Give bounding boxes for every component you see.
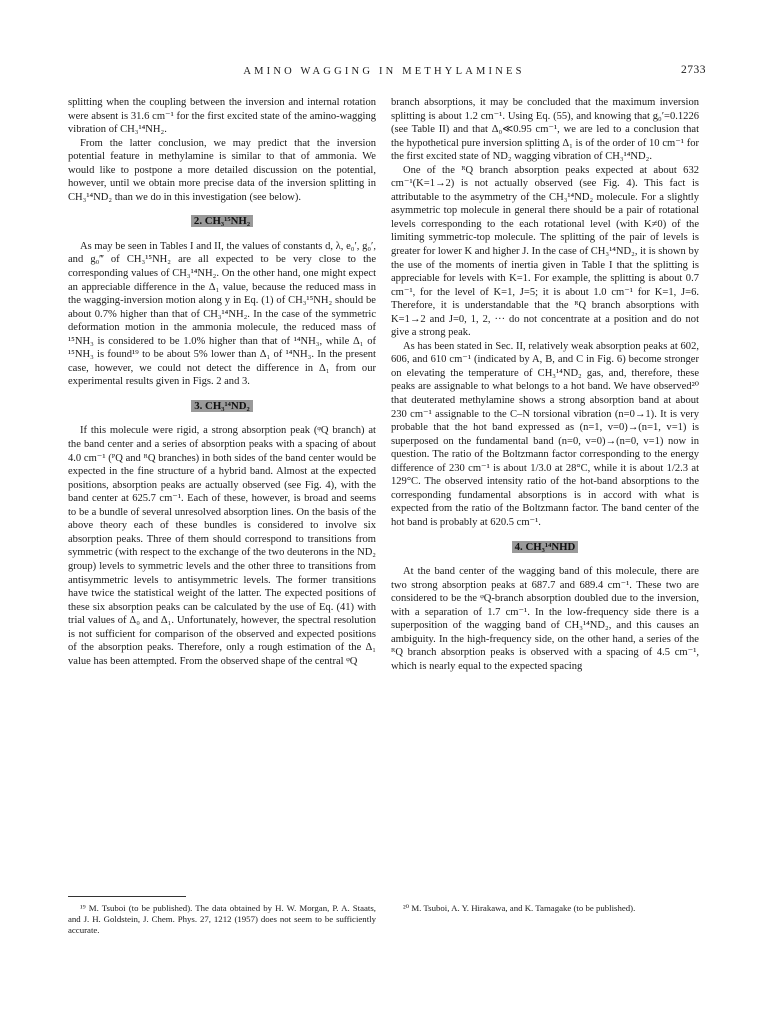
left-paragraph-1: splitting when the coupling between the inversion and internal rotation were absent is 31.6 cm⁻¹ for the first excited state of the amino-wagging vibration of CH₃¹⁴NH₂. (68, 97, 376, 136)
right-paragraph-4: At the band center of the wagging band of this molecule, there are two strong absorption peaks at 687.7 and 689.4 cm⁻¹. These two are considered to be the ᵠQ-branch absorption doubled due to the inversion, with a separation of 1.7 cm⁻¹. In the low-frequency side there is a superposition of the wagging band of CH₃¹⁴ND₂, and this causes an ambiguity. In the high-frequency side, on the other hand, a series of the ᴿQ branch absorption peaks is observed with a spacing of 4.5 cm⁻¹, which is nearly equal to the expected spacing (391, 566, 699, 672)
section-heading-2 (68, 215, 376, 229)
footnote-19: ¹⁹ M. Tsuboi (to be published). The data obtained by H. W. Morgan, P. A. Staats, and J. H. Goldstein, J. Chem. Phys. 27, 1212 (1957) does not seem to be sufficiently accurate. (68, 903, 376, 935)
section-heading-2-label: 2. CH₃¹⁵NH₂ (191, 215, 253, 227)
right-paragraph-3: As has been stated in Sec. II, relatively weak absorption peaks at 602, 606, and 610 cm⁻¹ (indicated by A, B, and C in Fig. 6) become stronger on elevating the temperature of CH₃¹⁴ND₂ gas, and, therefore, these peaks are assignable to what belongs to a hot band. We have observed²⁰ that deuterated methylamine shows a strong absorption band at about 230 cm⁻¹ assignable to the C–N torsional vibration (n=0→1). It is very probable that the hot band expressed as (n=1, v=0)→(n=1, v=1) is superposed on the fundamental band (n=0, v=0)→(n=0, v=1) now in question. The ratio of the Boltzmann factor corresponding to the energy difference of 230 cm⁻¹ is about 1/3.0 at 28°C, while it is about 1/2.3 at 129°C. The observed intensity ratio of the hot-band absorptions to the corresponding fundamental absorptions is in accord with what is expected from the ratio of the Boltzmann factor. The band center of the hot band is probably at 620.5 cm⁻¹. (391, 340, 699, 528)
right-paragraph-1: branch absorptions, it may be concluded that the maximum inversion splitting is about 1.2 cm⁻¹. Using Eq. (55), and knowing that g₀′=0.1226 (see Table II) and that Δ₀≪0.95 cm⁻¹, we are led to a conclusion that the hypothetical pure inversion splitting Δ₁ is of the order of 10 cm⁻¹ for the first excited state of ND₂ wagging vibration of CH₃¹⁴ND₂. (391, 97, 699, 163)
footnote-20: ²⁰ M. Tsuboi, A. Y. Hirakawa, and K. Tamagake (to be published). (403, 903, 636, 913)
footnotes-right (391, 896, 699, 914)
left-paragraph-3: As may be seen in Tables I and II, the values of constants d, λ, e₀′, g₀′, and g₀‴ of CH₃¹⁵NH₂ are all expected to be very close to the corresponding values of CH₃¹⁴NH₂. On the other hand, one might expect an appreciable difference in the Δ₁ value, because the reduced mass in the wagging-inversion motion along y in Eq. (1) of CH₃¹⁵NH₂ should be about 0.7% higher than that of CH₃¹⁴NH₂. In the case of the symmetric deformation motion in the ammonia molecule, the reduced mass of ¹⁵NH₃ is considered to be 1.0% higher than that of ¹⁴NH₃, while Δ₁ of ¹⁵NH₃ is found¹⁹ to be about 5% lower than Δ₁ of ¹⁴NH₃. In the present case, however, we could not detect the difference in Δ₁ from our experimental results given in Figs. 2 and 3. (68, 240, 376, 388)
left-paragraph-2: From the latter conclusion, we may predict that the inversion potential feature in methylamine is similar to that of ammonia. We would like to postpone a more detailed discussion on the potential, however, until we obtain more precise data of the inversion splitting in CH₃¹⁴ND₂ than we do in this investigation (see below). (68, 137, 376, 203)
running-title: AMINO WAGGING IN METHYLAMINES (243, 66, 525, 77)
right-paragraph-2: One of the ᴿQ branch absorption peaks expected at about 632 cm⁻¹(K=1→2) is not actually observed (see Fig. 4). This fact is attributable to the asymmetry of the CH₃¹⁴ND₂ molecule. For a slightly asymmetric top molecule in general there should be a pair of rotational levels corresponding to the each rotational level (with K≠0) of the limiting symmetric-top molecule. The splitting of the pair of levels is greater for lower K and higher J. In the case of CH₃¹⁴ND₂, it is shown by the use of the moments of inertia given in Table I that the splitting is appreciable for levels with K=1. For example, the splitting is about 0.7 cm⁻¹, for the level of K=1, J=5; it is about 1.0 cm⁻¹ for K=1, J=6. Therefore, it is understandable that the ᴿQ branch absorptions with K=1→2 and J=0, 1, 2, ··· do not concentrate at a position and do not give a strong peak. (391, 164, 699, 339)
footnotes-left (68, 896, 376, 936)
footnote-rule (68, 896, 186, 897)
section-heading-3-label: 3. CH₃¹⁴ND₂ (191, 400, 253, 412)
left-paragraph-4: If this molecule were rigid, a strong absorption peak (ᵠQ branch) at the band center and a series of absorption peaks with a spacing of about 4.0 cm⁻¹ (ᴾQ and ᴿQ branches) in both sides of the band center would be expected in the fine structure of a hybrid band. Almost at the expected positions, absorption peaks are actually observed (see Fig. 4), with the band center at 625.7 cm⁻¹. Each of these, however, is broad and seems to be a bundle of several unresolved absorption lines. On the basis of the above theory each of these bundles is considered to involve six absorption peaks. Three of them should correspond to transitions from symmetric (with respect to the exchange of the two deuterons in the ND₂ group) levels to symmetric levels and the other three to transitions from antisymmetric levels to antisymmetric levels. The former transitions have twice the statistical weight of the latter. The expected positions of these six absorption peaks can be calculated by the use of Eq. (41) with trial values of Δ₀ and Δ₁. Unfortunately, however, the spectral resolution is not sufficient for comparison of the observed and expected positions of the absorption peaks. Therefore, only a rough estimation of the Δ₁ value has been attempted. From the observed shape of the central ᵠQ (68, 425, 376, 667)
right-column (391, 96, 699, 673)
section-heading-3 (68, 400, 376, 414)
section-heading-4 (391, 541, 699, 555)
section-heading-4-label: 4. CH₃¹⁴NHD (512, 541, 579, 553)
left-column (68, 96, 376, 668)
page-number: 2733 (681, 64, 706, 76)
